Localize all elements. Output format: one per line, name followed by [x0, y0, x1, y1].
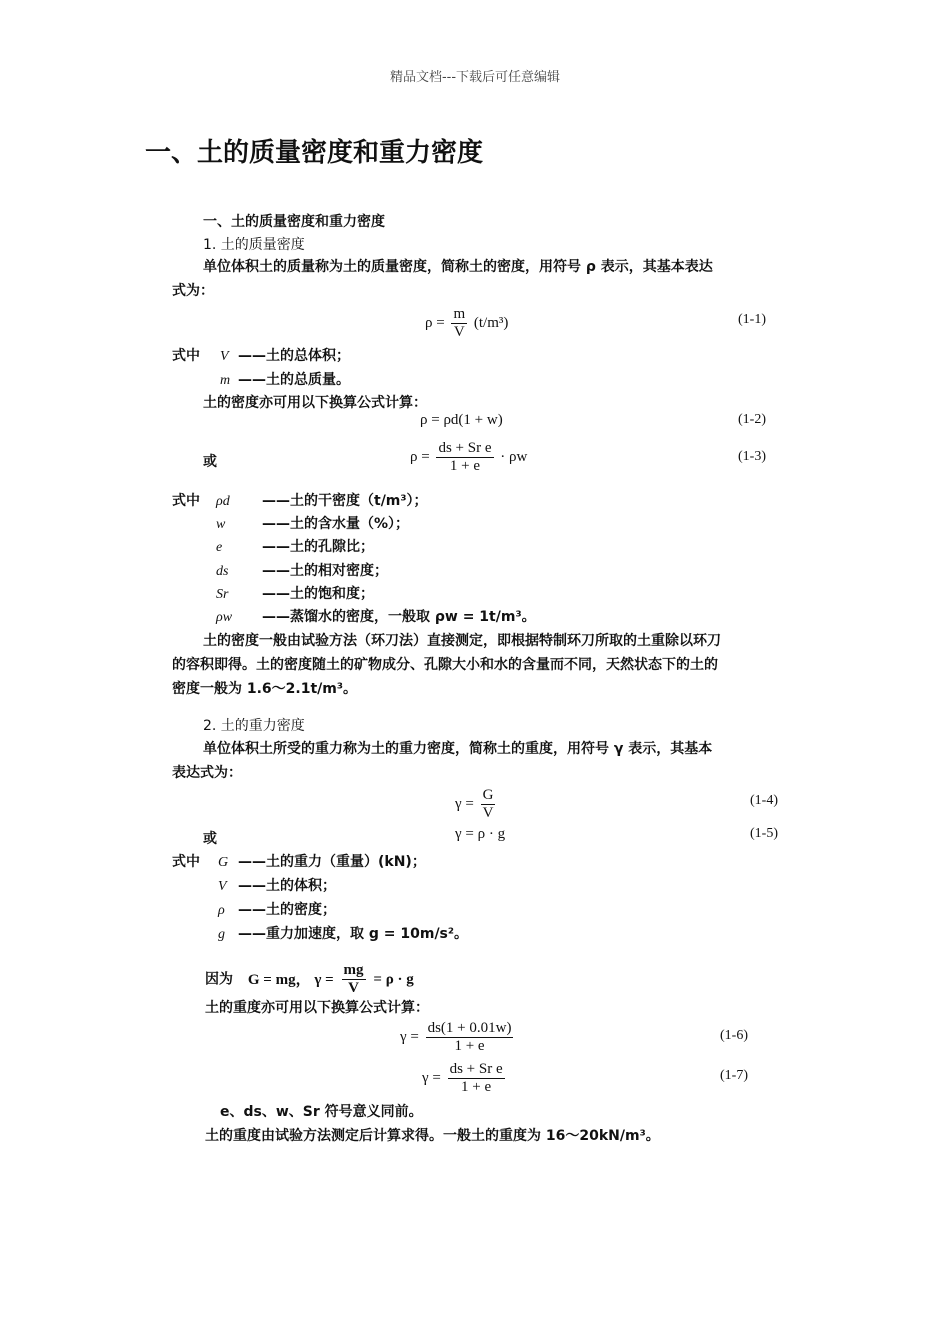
s2-final: 土的重度由试验方法测定后计算求得。一般土的重度为 16～20kN/m³。 [205, 1128, 660, 1144]
equation-1-6 [400, 1020, 516, 1055]
eq16-denominator: 1 + e [454, 1038, 485, 1054]
def-item [218, 899, 336, 919]
def-symbol: ρw [216, 610, 233, 625]
def-text: ——土的含水量（%）； [262, 516, 410, 532]
eq17-lhs: γ = [422, 1069, 441, 1086]
def-text: ——重力加速度，取 g = 10m/s²。 [238, 926, 469, 942]
eq17-fraction [448, 1061, 505, 1096]
def-text: ——土的饱和度； [262, 586, 374, 602]
s2-where-label: 式中 [172, 854, 200, 870]
def-text: ——土的孔隙比； [262, 539, 374, 555]
eq16-fraction [426, 1020, 514, 1055]
eq16-numerator: ds(1 + 0.01w) [427, 1020, 512, 1036]
eq15-number: (1-5) [750, 826, 778, 841]
eq14-numerator: G [482, 787, 494, 803]
def-symbol: m [220, 373, 231, 388]
eq14-fraction [481, 787, 496, 822]
def-symbol: Sr [216, 587, 229, 602]
equation-1-4 [455, 787, 498, 822]
eq16-lhs: γ = [400, 1028, 419, 1045]
def-item [218, 923, 468, 943]
eq13-rhs: · ρw [500, 448, 528, 465]
def-text: ——土的总质量。 [238, 372, 350, 388]
def-item [220, 345, 350, 365]
eq13-number: (1-3) [738, 449, 766, 464]
equation-1-5: γ = ρ · g [455, 826, 506, 842]
def-item [218, 875, 336, 895]
page-title: 一、土的质量密度和重力密度 [145, 138, 484, 168]
eq14-number: (1-4) [750, 793, 778, 808]
because-fraction [342, 962, 366, 997]
def-item [216, 606, 536, 626]
def-symbol: V [218, 879, 227, 894]
def-symbol: ρd [216, 494, 230, 509]
equation-1-3 [410, 440, 527, 475]
def-symbol: e [216, 540, 223, 555]
because-numerator: mg [343, 962, 364, 978]
because-line [205, 962, 414, 997]
s1-para-line2: 的容积即得。土的密度随土的矿物成分、孔隙大小和水的含量而不同，天然状态下的土的 [172, 657, 718, 673]
def-symbol: ρ [218, 903, 225, 918]
eq13-denominator: 1 + e [449, 458, 481, 474]
s2-alt-line: 土的重度亦可用以下换算公式计算： [205, 1000, 429, 1016]
s1-intro-line1: 单位体积土的质量称为土的质量密度，简称土的密度，用符号 ρ 表示，其基本表达 [203, 259, 713, 275]
def-symbol: w [216, 517, 226, 532]
equation-1-2: ρ = ρd(1 + w) [420, 412, 503, 428]
eq17-denominator: 1 + e [461, 1079, 492, 1095]
eq11-unit: (t/m³) [473, 314, 509, 331]
def-item [218, 851, 426, 871]
eq11-lhs: ρ = [425, 314, 445, 331]
eq13-numerator: ds + Sr e [438, 440, 492, 456]
def-symbol: G [218, 855, 229, 870]
s2-heading: 2. 土的重力密度 [203, 718, 305, 734]
def-item [216, 583, 374, 603]
s1-where-label-2: 式中 [172, 493, 200, 509]
eq11-numerator: m [453, 306, 466, 322]
def-symbol: g [218, 927, 225, 942]
def-symbol: ds [216, 564, 229, 579]
eq17-number: (1-7) [720, 1068, 748, 1083]
s2-note: e、ds、w、Sr 符号意义同前。 [220, 1104, 423, 1120]
eq17-numerator: ds + Sr e [449, 1061, 503, 1077]
s1-para-line3: 密度一般为 1.6～2.1t/m³。 [172, 681, 358, 697]
eq14-lhs: γ = [455, 795, 474, 812]
s2-intro-line2: 表达式为： [172, 765, 242, 781]
def-text: ——土的总体积； [238, 348, 350, 364]
s2-intro-line1: 单位体积土所受的重力称为土的重力密度，简称土的重度，用符号 γ 表示，其基本 [203, 741, 713, 757]
eq16-number: (1-6) [720, 1028, 748, 1043]
equation-1-1 [425, 306, 508, 341]
equation-1-7 [422, 1061, 508, 1096]
s1-para-line1: 土的密度一般由试验方法（环刀法）直接测定，即根据特制环刀所取的土重除以环刀 [203, 633, 721, 649]
def-item [220, 369, 350, 389]
eq11-fraction [451, 306, 467, 341]
def-text: ——土的重力（重量）(kN)； [238, 854, 426, 870]
s1-intro-line2: 式为： [172, 283, 214, 299]
eq13-fraction [436, 440, 493, 475]
s1-heading: 1. 土的质量密度 [203, 237, 305, 253]
because-denominator: V [348, 980, 359, 996]
section-title: 一、土的质量密度和重力密度 [203, 214, 385, 230]
def-item [216, 513, 409, 533]
because-pre: G = mg， γ = [247, 971, 334, 988]
def-text: ——土的干密度（t/m³）； [262, 493, 428, 509]
because-label: 因为 [205, 971, 233, 988]
because-post: = ρ · g [373, 971, 414, 988]
eq11-number: (1-1) [738, 312, 766, 327]
eq12-number: (1-2) [738, 412, 766, 427]
def-text: ——蒸馏水的密度，一般取 ρw = 1t/m³。 [262, 609, 536, 625]
def-text: ——土的体积； [238, 878, 336, 894]
eq13-lhs: ρ = [410, 448, 430, 465]
page-header: 精品文档---下载后可任意编辑 [389, 70, 561, 85]
s1-where-label: 式中 [172, 348, 200, 364]
def-symbol: V [220, 349, 229, 364]
def-item [216, 560, 388, 580]
def-item [216, 490, 428, 510]
def-item [216, 536, 374, 556]
s1-or-label: 或 [203, 454, 217, 470]
eq11-denominator: V [453, 324, 465, 340]
s2-or-label: 或 [203, 831, 217, 847]
def-text: ——土的相对密度； [262, 563, 388, 579]
eq14-denominator: V [482, 805, 494, 821]
s1-alt-line: 土的密度亦可用以下换算公式计算： [203, 395, 427, 411]
def-text: ——土的密度； [238, 902, 336, 918]
